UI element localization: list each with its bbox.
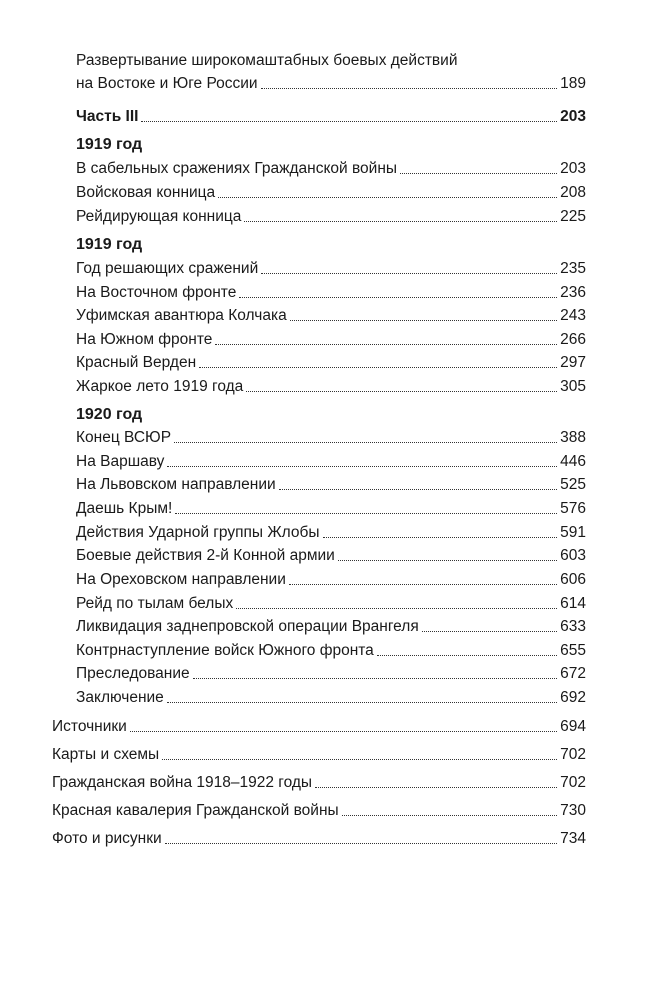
leader-dots (236, 608, 557, 609)
toc-entry-label: В сабельных сражениях Гражданской войны (76, 160, 398, 177)
toc-entry-page: 208 (560, 184, 586, 201)
toc-entry-appendix[interactable] (52, 830, 586, 848)
toc-entry-page: 236 (560, 284, 586, 301)
toc-entry[interactable] (76, 689, 586, 707)
toc-entry-appendix[interactable] (52, 718, 586, 736)
leader-dots (167, 466, 557, 467)
toc-entry-label: На Южном фронте (76, 331, 213, 348)
toc-entry-part3[interactable] (76, 108, 586, 126)
toc-entry[interactable] (76, 453, 586, 471)
leader-dots (289, 584, 557, 585)
toc-entry[interactable] (76, 642, 586, 660)
toc-entry-page: 388 (560, 429, 586, 446)
section-heading: 1920 год (76, 406, 143, 423)
leader-dots (193, 678, 557, 679)
toc-entry[interactable] (76, 208, 586, 226)
leader-dots (315, 787, 557, 788)
toc-entry-page: 243 (560, 307, 586, 324)
toc-entry-label: Часть III (76, 108, 139, 125)
toc-entry-label: На Львовском направлении (76, 476, 276, 493)
leader-dots (246, 391, 557, 392)
toc-entry-label: Боевые действия 2-й Конной армии (76, 547, 335, 564)
leader-dots (323, 537, 558, 538)
toc-entry-page: 225 (560, 208, 586, 225)
leader-dots (279, 489, 557, 490)
leader-dots (422, 631, 557, 632)
toc-entry-page: 694 (560, 718, 586, 735)
leader-dots (167, 702, 557, 703)
toc-entry-label: Карты и схемы (52, 746, 160, 763)
toc-entry[interactable] (76, 307, 586, 325)
toc-entry[interactable] (76, 571, 586, 589)
leader-dots (338, 560, 557, 561)
toc-entry-page: 702 (560, 746, 586, 763)
toc-entry[interactable] (76, 354, 586, 372)
toc-entry-page: 614 (560, 595, 586, 612)
leader-dots (244, 221, 557, 222)
toc-entry-page: 603 (560, 547, 586, 564)
toc-entry-page: 235 (560, 260, 586, 277)
toc-entry-page: 702 (560, 774, 586, 791)
toc-entry-label: на Востоке и Юге России (76, 75, 258, 92)
toc-entry-appendix[interactable] (52, 802, 586, 820)
toc-entry-page: 734 (560, 830, 586, 847)
toc-entry-page: 189 (560, 75, 586, 92)
toc-entry-page: 633 (560, 618, 586, 635)
toc-entry-label: Красная кавалерия Гражданской войны (52, 802, 339, 819)
leader-dots (130, 731, 557, 732)
toc-entry-label: На Восточном фронте (76, 284, 237, 301)
toc-entry[interactable] (76, 665, 586, 683)
toc-entry-page: 305 (560, 378, 586, 395)
toc-entry-appendix[interactable] (52, 774, 586, 792)
toc-entry-label: Контрнаступление войск Южного фронта (76, 642, 374, 659)
toc-entry-page: 266 (560, 331, 586, 348)
leader-dots (261, 88, 558, 89)
toc-entry-label: Даешь Крым! (76, 500, 173, 517)
toc-entry-label: Рейдирующая конница (76, 208, 242, 225)
leader-dots (174, 442, 557, 443)
toc-entry-label: Ликвидация заднепровской операции Врангеля (76, 618, 419, 635)
toc-entry-label: Заключение (76, 689, 164, 706)
toc-entry-page: 297 (560, 354, 586, 371)
toc-entry-label: Жаркое лето 1919 года (76, 378, 244, 395)
toc-entry[interactable] (76, 547, 586, 565)
toc-entry-label: Год решающих сражений (76, 260, 259, 277)
toc-entry-label: Преследование (76, 665, 190, 682)
section-heading: 1919 год (76, 236, 143, 253)
leader-dots (141, 121, 557, 122)
toc-entry-label: Источники (52, 718, 127, 735)
toc-entry[interactable] (76, 378, 586, 396)
leader-dots (199, 367, 557, 368)
toc-entry-label: Конец ВСЮР (76, 429, 172, 446)
toc-entry[interactable] (76, 500, 586, 518)
toc-entry-appendix[interactable] (52, 746, 586, 764)
leader-dots (290, 320, 557, 321)
toc-entry[interactable] (76, 429, 586, 447)
toc-entry[interactable] (76, 284, 586, 302)
leader-dots (218, 197, 557, 198)
toc-entry-page: 203 (560, 160, 586, 177)
toc-entry-label: Красный Верден (76, 354, 197, 371)
toc-entry[interactable] (76, 476, 586, 494)
toc-entry-label: Фото и рисунки (52, 830, 162, 847)
leader-dots (377, 655, 557, 656)
leader-dots (175, 513, 557, 514)
toc-entry-page: 655 (560, 642, 586, 659)
toc-entry[interactable] (76, 331, 586, 349)
toc-entry-page: 203 (560, 108, 586, 125)
toc-entry[interactable] (76, 260, 586, 278)
toc-entry-page: 692 (560, 689, 586, 706)
toc-entry-label: На Варшаву (76, 453, 165, 470)
toc-entry-label: Уфимская авантюра Колчака (76, 307, 287, 324)
toc-entry-page: 672 (560, 665, 586, 682)
toc-entry-intro[interactable] (76, 75, 586, 93)
toc-entry-page: 446 (560, 453, 586, 470)
toc-entry-page: 606 (560, 571, 586, 588)
leader-dots (162, 759, 557, 760)
toc-intro-line1[interactable]: Развертывание широкомаштабных боевых действий (76, 52, 458, 69)
toc-entry[interactable] (76, 160, 586, 178)
toc-entry-label: Войсковая конница (76, 184, 216, 201)
leader-dots (215, 344, 557, 345)
leader-dots (239, 297, 557, 298)
toc-entry-page: 525 (560, 476, 586, 493)
toc-entry-label: На Ореховском направлении (76, 571, 286, 588)
section-heading: 1919 год (76, 136, 143, 153)
toc-entry-page: 591 (560, 524, 586, 541)
leader-dots (400, 173, 557, 174)
toc-entry[interactable] (76, 184, 586, 202)
toc-entry[interactable] (76, 618, 586, 636)
toc-entry-label: Действия Ударной группы Жлобы (76, 524, 320, 541)
leader-dots (342, 815, 557, 816)
toc-entry-page: 730 (560, 802, 586, 819)
leader-dots (165, 843, 557, 844)
toc-entry[interactable] (76, 595, 586, 613)
toc-entry-label: Гражданская война 1918–1922 годы (52, 774, 313, 791)
leader-dots (261, 273, 557, 274)
toc-entry[interactable] (76, 524, 586, 542)
toc-entry-page: 576 (560, 500, 586, 517)
toc-entry-label: Рейд по тылам белых (76, 595, 234, 612)
